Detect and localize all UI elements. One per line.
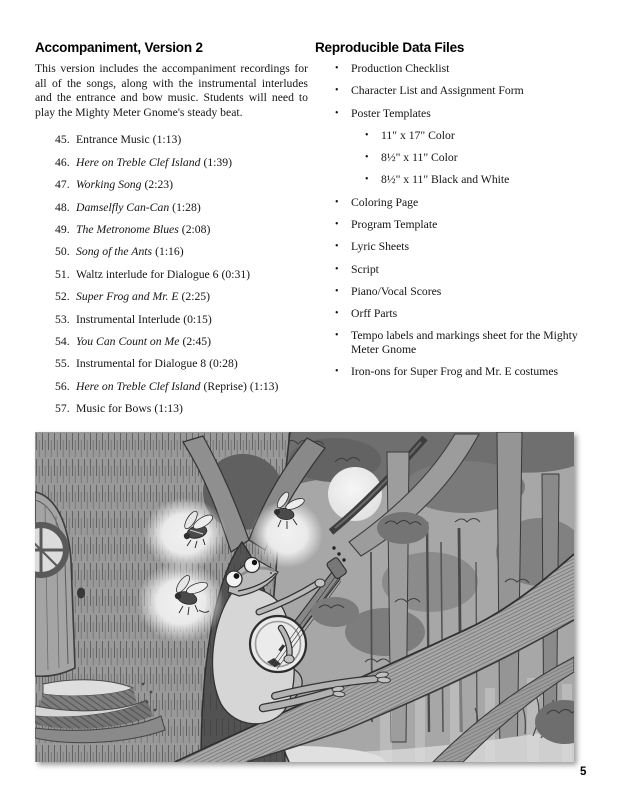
list-item-label: Script bbox=[351, 262, 379, 276]
track-number: 50. bbox=[55, 245, 70, 259]
list-item bbox=[335, 307, 579, 321]
forest-illustration-svg bbox=[35, 432, 574, 762]
track-item bbox=[55, 357, 308, 370]
list-item bbox=[335, 240, 579, 254]
list-item-label: 8½" x 11" Color bbox=[381, 151, 458, 165]
track-item bbox=[55, 335, 308, 348]
page-number: 5 bbox=[580, 766, 587, 778]
track-number: 47. bbox=[55, 178, 70, 192]
track-number: 52. bbox=[55, 290, 70, 304]
track-item bbox=[55, 223, 308, 236]
list-item bbox=[335, 107, 579, 121]
list-item-label: Iron-ons for Super Frog and Mr. E costumes bbox=[351, 365, 559, 379]
bullet-icon: • bbox=[335, 308, 339, 320]
track-duration: (1:13) bbox=[154, 402, 183, 416]
track-number: 55. bbox=[55, 357, 70, 371]
left-column bbox=[35, 40, 308, 424]
track-title: Waltz interlude for Dialogue 6 bbox=[76, 267, 219, 281]
list-item-label: Production Checklist bbox=[351, 62, 450, 75]
list-item bbox=[335, 84, 579, 98]
list-item-label: Tempo labels and markings sheet for the Mighty Meter Gnome bbox=[351, 329, 578, 356]
bullet-icon: • bbox=[335, 196, 339, 208]
list-item-label: Lyric Sheets bbox=[351, 240, 410, 254]
track-number: 56. bbox=[55, 379, 70, 393]
list-item bbox=[335, 263, 579, 277]
firefly-1 bbox=[143, 498, 227, 570]
track-duration: (0:28) bbox=[209, 357, 238, 371]
track-item bbox=[55, 201, 308, 214]
track-duration: (2:08) bbox=[181, 222, 211, 236]
track-duration: (0:15) bbox=[183, 312, 212, 326]
bullet-icon: • bbox=[335, 63, 339, 74]
track-item bbox=[55, 178, 308, 191]
track-duration: (1:16) bbox=[155, 245, 184, 259]
track-duration: (2:45) bbox=[182, 334, 212, 348]
track-item bbox=[55, 290, 308, 303]
data-files-list bbox=[315, 62, 579, 379]
list-item bbox=[335, 218, 579, 232]
track-number: 49. bbox=[55, 222, 70, 236]
track-title: Working Song bbox=[76, 178, 142, 192]
section-heading-data-files: Reproducible Data Files bbox=[315, 40, 465, 55]
track-item bbox=[55, 402, 308, 415]
track-number: 57. bbox=[55, 402, 70, 416]
list-item bbox=[335, 62, 579, 76]
track-item bbox=[55, 380, 308, 393]
list-item-label: Program Template bbox=[351, 217, 438, 231]
track-number: 45. bbox=[55, 133, 70, 147]
bullet-icon: • bbox=[365, 129, 369, 141]
list-item-label: 11" x 17" Color bbox=[381, 128, 455, 142]
track-item bbox=[55, 268, 308, 281]
list-item-label: Piano/Vocal Scores bbox=[351, 284, 442, 298]
bullet-icon: • bbox=[335, 263, 339, 275]
bullet-icon: • bbox=[335, 107, 339, 119]
bullet-icon: • bbox=[335, 241, 339, 253]
list-item bbox=[335, 365, 579, 379]
bullet-icon: • bbox=[335, 366, 339, 378]
forest-illustration bbox=[35, 432, 574, 762]
track-number: 54. bbox=[55, 334, 70, 348]
track-duration: (2:23) bbox=[144, 178, 174, 192]
track-item bbox=[55, 313, 308, 326]
accompaniment-description: This version includes the accompaniment recordings for all of the songs, along with the instrumental interludes and the entrance and bow music. Students will need to play the Mighty Meter Gnome's steady beat. bbox=[35, 62, 308, 119]
track-title: Music for Bows bbox=[76, 402, 152, 416]
list-item-label: 8½" x 11" Black and White bbox=[381, 173, 510, 187]
track-duration: (1:28) bbox=[172, 200, 201, 214]
track-title: Super Frog and Mr. E bbox=[76, 290, 179, 304]
track-title: Here on Treble Clef Island bbox=[76, 155, 201, 169]
track-title: You Can Count on Me bbox=[76, 334, 180, 348]
right-column bbox=[315, 40, 579, 388]
list-subitem bbox=[365, 151, 579, 165]
list-subitem bbox=[365, 173, 579, 187]
bullet-icon: • bbox=[335, 218, 339, 230]
door-handle bbox=[77, 588, 85, 599]
track-number: 46. bbox=[55, 155, 70, 169]
track-title: Song of the Ants bbox=[76, 245, 153, 259]
firefly-2 bbox=[137, 562, 225, 642]
list-item bbox=[335, 285, 579, 299]
list-item bbox=[335, 196, 579, 210]
bullet-icon: • bbox=[335, 285, 339, 297]
track-item bbox=[55, 245, 308, 258]
track-item bbox=[55, 156, 308, 169]
track-duration: (1:39) bbox=[203, 155, 232, 169]
list-item-label: Orff Parts bbox=[351, 307, 398, 321]
door-window bbox=[35, 525, 66, 575]
track-duration: (2:25) bbox=[181, 290, 211, 304]
list-item bbox=[335, 329, 579, 356]
track-list bbox=[55, 133, 308, 415]
track-duration: (Reprise) (1:13) bbox=[203, 379, 279, 393]
track-number: 51. bbox=[55, 267, 70, 281]
list-subitem bbox=[365, 129, 579, 143]
track-title: Instrumental for Dialogue 8 bbox=[76, 357, 207, 371]
bullet-icon: • bbox=[335, 85, 339, 97]
list-item-label: Coloring Page bbox=[351, 195, 419, 209]
track-title: Entrance Music bbox=[76, 133, 150, 147]
track-duration: (0:31) bbox=[221, 267, 251, 281]
track-number: 48. bbox=[55, 200, 70, 214]
frog-eye bbox=[226, 571, 242, 587]
frog-eye bbox=[245, 558, 260, 573]
track-item bbox=[55, 133, 308, 146]
bullet-icon: • bbox=[365, 174, 369, 186]
track-title: Damselfly Can-Can bbox=[76, 200, 170, 214]
track-duration: (1:13) bbox=[152, 133, 182, 147]
bullet-icon: • bbox=[365, 152, 369, 164]
list-item-label: Poster Templates bbox=[351, 106, 431, 120]
track-title: Here on Treble Clef Island bbox=[76, 379, 201, 393]
section-heading-accompaniment: Accompaniment, Version 2 bbox=[35, 40, 203, 55]
track-number: 53. bbox=[55, 312, 70, 326]
track-title: Instrumental Interlude bbox=[76, 312, 181, 326]
track-title: The Metronome Blues bbox=[76, 222, 179, 236]
bullet-icon: • bbox=[335, 330, 339, 342]
list-item-label: Character List and Assignment Form bbox=[351, 84, 524, 98]
